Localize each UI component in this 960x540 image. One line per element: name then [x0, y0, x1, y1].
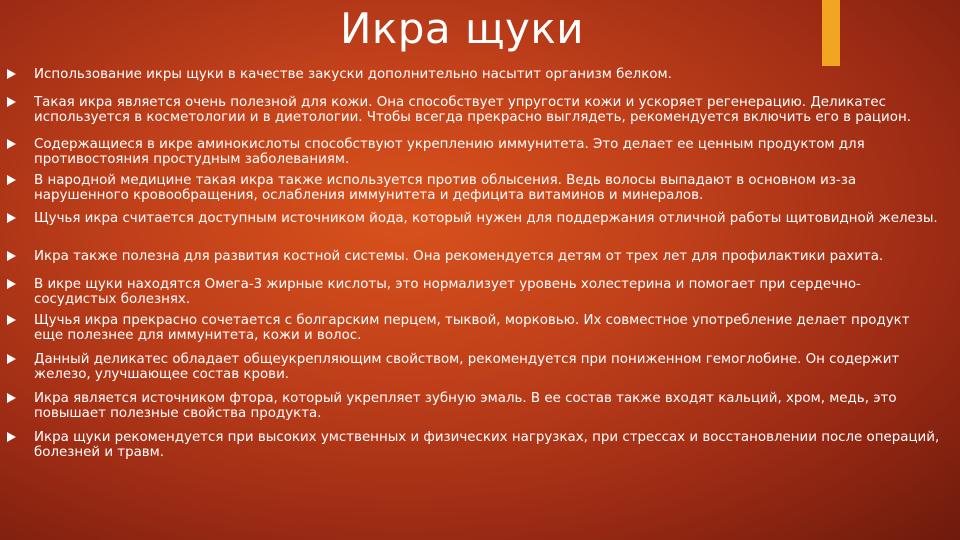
bullet-text: Икра щуки рекомендуется при высоких умственных и физических нагрузках, при стрессах и восстановлении после операций, болезней и травм.: [34, 430, 940, 460]
bullet-text: В икре щуки находятся Омега-3 жирные кислоты, это нормализует уровень холестерина и помогает при сердечно-сосудистых болезнях.: [34, 277, 861, 307]
bullet-arrow-icon: [7, 279, 16, 289]
bullet-arrow-icon: [7, 213, 16, 223]
bullet-text: В народной медицине такая икра также используется против облысения. Ведь волосы выпадают в основном из-за нарушенного кровообращения, ослабления иммунитета и дефицита витаминов и минералов.: [34, 173, 857, 203]
bullet-text: Содержащиеся в икре аминокислоты способствуют укреплению иммунитета. Это делает ее ценным продуктом для противостояния простудным заболеваниям.: [34, 137, 865, 167]
bullet-arrow-icon: [7, 432, 16, 442]
bullet-text: Данный деликатес обладает общеукрепляющим свойством, рекомендуется при пониженном гемоглобине. Он содержит железо, улучшающее состав крови.: [34, 352, 900, 382]
slide-title: Икра щуки: [339, 4, 585, 53]
bullet-arrow-icon: [7, 315, 16, 325]
bullet-text: Щучья икра прекрасно сочетается с болгарским перцем, тыквой, морковью. Их совместное употребление делает продукт еще полезнее для иммунитета, кожи и волос.: [34, 313, 910, 343]
bullet-arrow-icon: [7, 251, 16, 261]
bullet-arrow-icon: [7, 69, 16, 79]
bullet-text: Щучья икра считается доступным источником йода, который нужен для поддержания отличной работы щитовидной железы.: [34, 211, 938, 226]
bullet-arrow-icon: [7, 175, 16, 185]
bullet-text: Использование икры щуки в качестве закуски дополнительно насытит организм белком.: [34, 67, 672, 82]
bullet-text: Такая икра является очень полезной для кожи. Она способствует упругости кожи и ускоряет регенерацию. Деликатес используется в косметологии и в диетологии. Чтобы всегда прекрасно выглядеть, рекомендуется включить его в рацион.: [34, 95, 911, 125]
bullet-arrow-icon: [7, 354, 16, 364]
slide-title-container: [0, 4, 960, 53]
bullet-arrow-icon: [7, 393, 16, 403]
bullet-text: Икра также полезна для развития костной системы. Она рекомендуется детям от трех лет для профилактики рахита.: [34, 249, 884, 264]
bullet-text: Икра является источником фтора, который укрепляет зубную эмаль. В ее состав также входят кальций, хром, медь, это повышает полезные свойства продукта.: [34, 391, 897, 421]
bullet-arrow-icon: [7, 97, 16, 107]
bullet-arrow-icon: [7, 139, 16, 149]
